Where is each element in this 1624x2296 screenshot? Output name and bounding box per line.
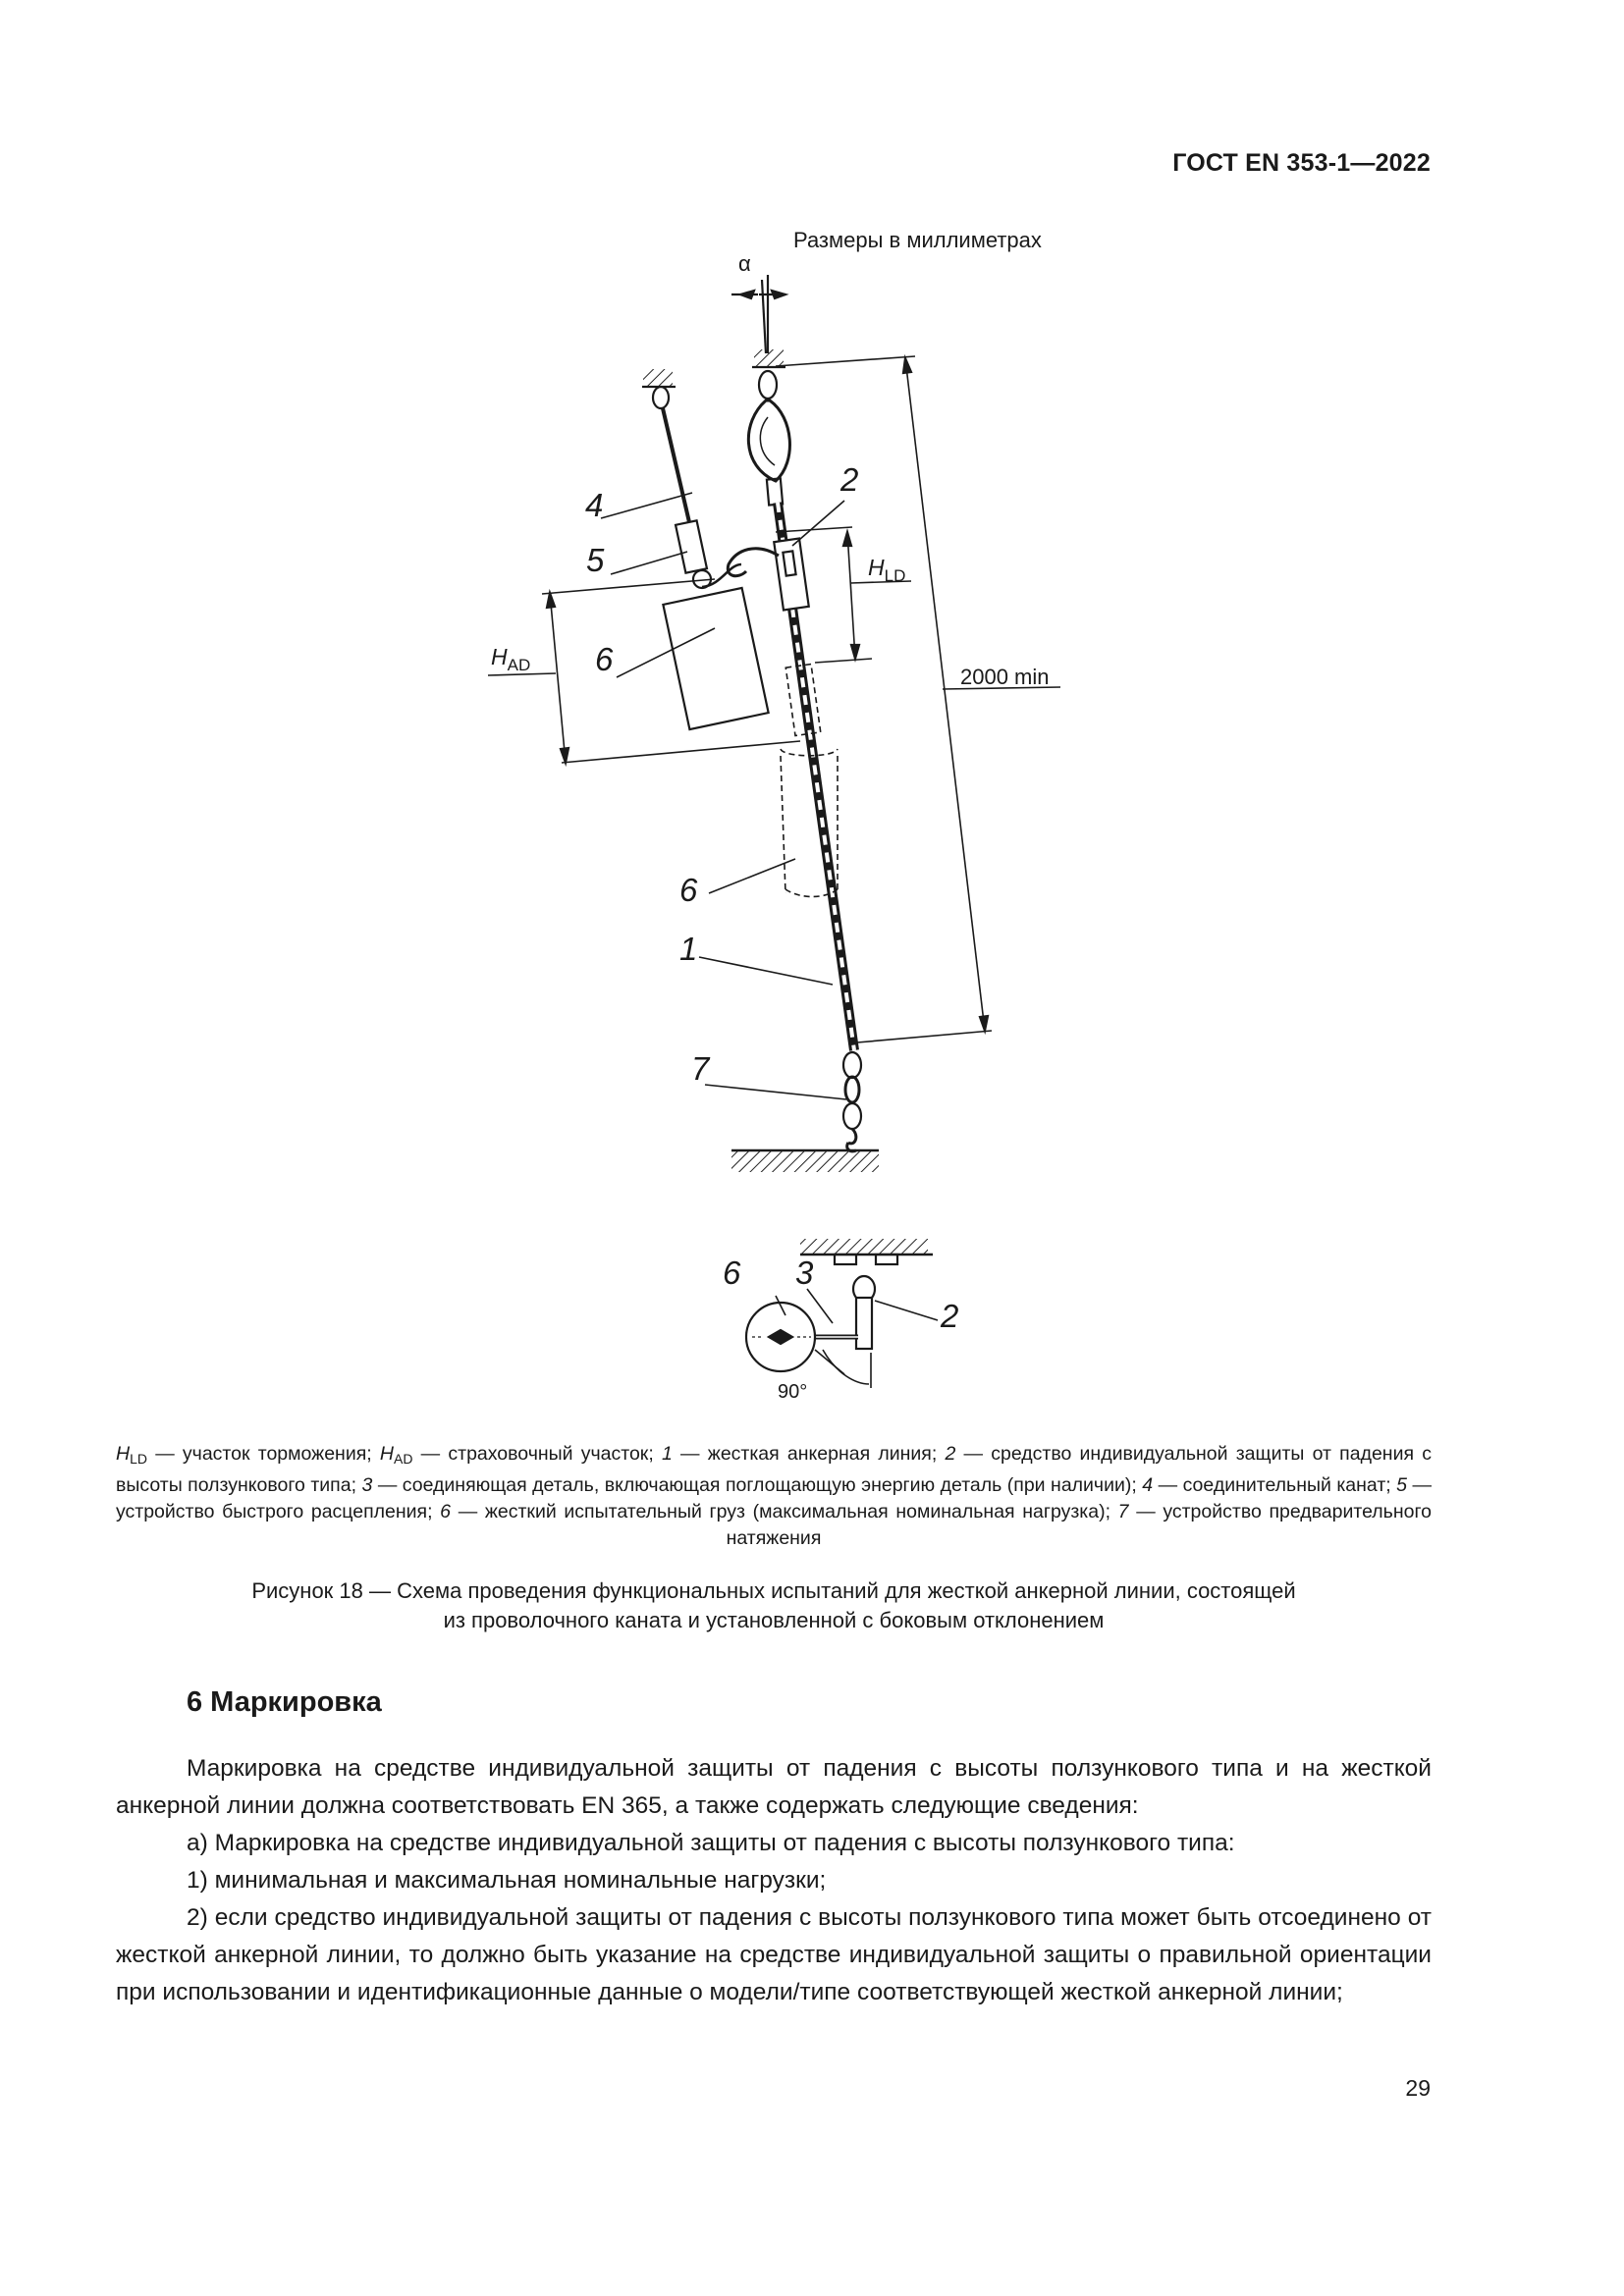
had-label: $H_{AD}$ bbox=[491, 644, 531, 674]
label-2-detail: 2 bbox=[941, 1298, 959, 1334]
label-5: 5 bbox=[586, 542, 605, 578]
body-text bbox=[116, 1750, 1432, 2011]
angle-90-label: 90° bbox=[778, 1381, 808, 1403]
document-header: ГОСТ EN 353-1—2022 bbox=[1172, 149, 1431, 177]
label-6-lower: 6 bbox=[679, 872, 698, 908]
label-6-detail: 6 bbox=[723, 1255, 741, 1291]
page-number: 29 bbox=[1405, 2075, 1431, 2101]
caption-line-2: из проволочного каната и установленной с боковым отклонением bbox=[443, 1608, 1105, 1632]
dim-2000-label: 2000 min bbox=[960, 665, 1050, 689]
label-2-upper: 2 bbox=[840, 461, 859, 498]
hld-label: $H_{LD}$ bbox=[868, 555, 906, 585]
label-4: 4 bbox=[585, 487, 604, 523]
label-6-upper: 6 bbox=[595, 641, 614, 677]
caption-line-1: Рисунок 18 — Схема проведения функциональных испытаний для жесткой анкерной линии, состоящей bbox=[251, 1578, 1296, 1603]
section-title: 6 Маркировка bbox=[187, 1686, 382, 1718]
label-7: 7 bbox=[691, 1050, 710, 1087]
label-3-detail: 3 bbox=[795, 1255, 814, 1291]
figure-legend: $H_{LD}$ — участок торможения; $H_{AD}$ — страховочный участок; 1 — жесткая анкерная линия; 2 — средство индивидуальной защиты от падения с высоты ползункового типа; 3 — соединяющая деталь, включающая поглощающую энергию деталь (при наличии); 4 — соединительный канат; 5 — устройство быстрого расцепления; 6 — жесткий испытательный груз (максимальная номинальная нагрузка); 7 — устройство предварительного натяжения bbox=[116, 1443, 1433, 1549]
paragraph-a: а) Маркировка на средстве индивидуальной защиты от падения с высоты ползункового типа: bbox=[187, 1830, 1235, 1856]
paragraph-2: 2) если средство индивидуальной защиты от падения с высоты ползункового типа может быть отсоединено от жесткой анкерной линии, то должно быть указание на средстве индивидуальной защиты о правильной ориентации при использовании и идентификационные данные о модели/типе соответствующей жесткой анкерной линии; bbox=[116, 1904, 1432, 2005]
units-note: Размеры в миллиметрах bbox=[793, 228, 1042, 252]
figure-caption bbox=[116, 1576, 1432, 1635]
paragraph-intro: Маркировка на средстве индивидуальной защиты от падения с высоты ползункового типа и на жесткой анкерной линии должна соответствовать EN 365, а также содержать следующие сведения: bbox=[116, 1755, 1432, 1819]
paragraph-1: 1) минимальная и максимальная номинальные нагрузки; bbox=[187, 1867, 827, 1894]
label-1: 1 bbox=[679, 931, 698, 967]
alpha-label: α bbox=[738, 251, 751, 276]
